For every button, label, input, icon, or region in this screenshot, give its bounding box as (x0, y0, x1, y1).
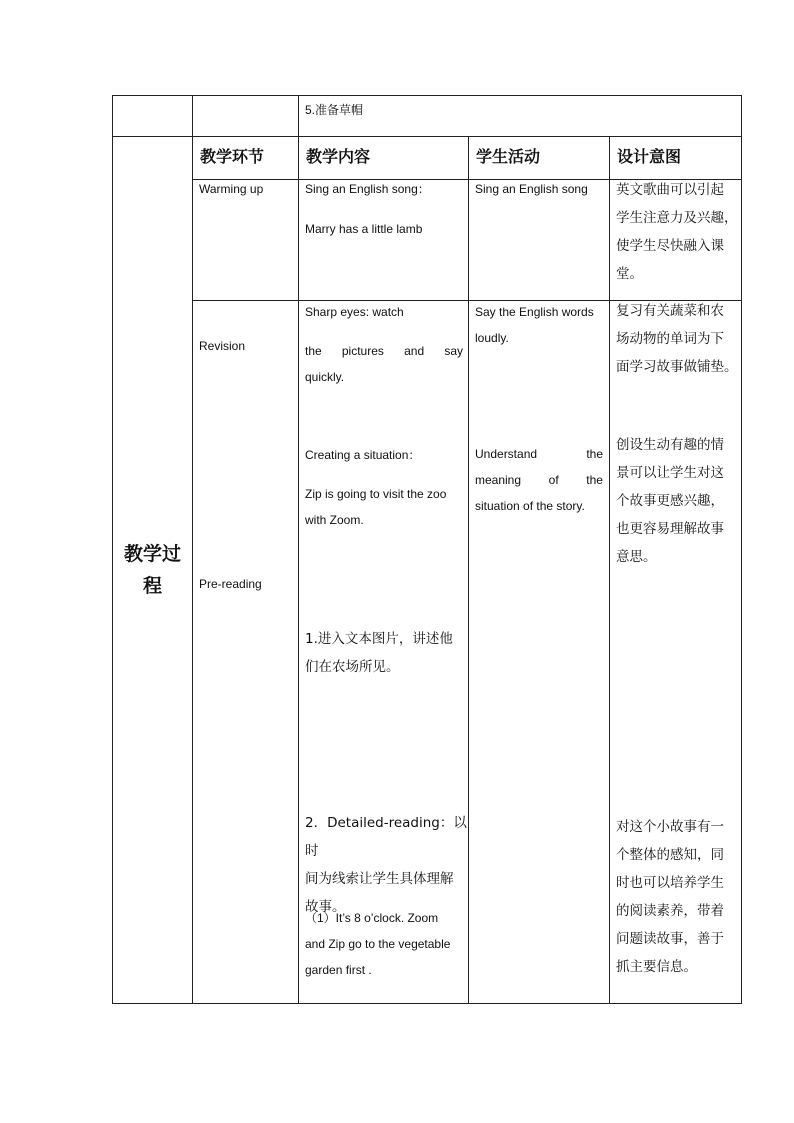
detailed-line: 故事。 (305, 899, 346, 915)
step1-line: 1.进入文本图片，讲述他 (305, 631, 453, 647)
step1-line: 们在农场所见。 (305, 659, 400, 675)
header-intent-text: 设计意图 (617, 147, 682, 166)
intent-line: 创设生动有趣的情 (616, 437, 724, 453)
revision-stage-cell (193, 301, 299, 1004)
header-stage-text: 教学环节 (200, 147, 265, 166)
intent-line: 场动物的单词为下 (616, 331, 724, 347)
word: Understand (475, 447, 538, 461)
section-label-line1: 教学过 (123, 543, 181, 565)
intent-line: 意思。 (616, 549, 657, 565)
materials-empty-cell (113, 96, 193, 137)
header-stage (193, 137, 299, 180)
understand-line2 (475, 467, 603, 493)
situation-intent-text (616, 431, 742, 571)
intent-line: 个故事更感兴趣， (616, 493, 724, 509)
word: and (404, 344, 425, 358)
warming-intent-line: 堂。 (616, 266, 643, 282)
whole-intent-text (616, 813, 742, 981)
intent-line: 面学习故事做铺垫。 (616, 359, 738, 375)
warming-intent-line: 英文歌曲可以引起 (616, 182, 724, 198)
word: the (586, 447, 603, 461)
revision-content-cell (299, 301, 469, 1004)
revision-intent-cell (610, 301, 742, 1004)
detailed-line: 2．Detailed-reading：以时 (305, 815, 467, 859)
understand-line1 (475, 441, 603, 467)
say-line1: Say the English words (475, 305, 594, 319)
sharp-eyes-text: Sharp eyes: watch (305, 305, 404, 319)
word: say (444, 344, 463, 358)
review-intent-text (616, 297, 742, 381)
revision-stage-text: Revision (199, 339, 246, 353)
sharp-eyes-line3: quickly. (305, 370, 345, 384)
materials-empty-cell-2 (193, 96, 299, 137)
clock-line3: garden first . (305, 963, 372, 977)
revision-row (113, 301, 742, 1004)
word: the (305, 344, 322, 358)
header-intent (610, 137, 742, 180)
section-label-line2: 程 (142, 575, 162, 597)
intent-line: 也更容易理解故事 (616, 521, 724, 537)
word: of (548, 473, 559, 487)
sharp-eyes-line2 (305, 338, 463, 364)
word: pictures (341, 344, 384, 358)
warming-activity-text: Sing an English song (475, 182, 588, 196)
word: the (586, 473, 603, 487)
warming-stage-text: Warming up (199, 182, 264, 196)
revision-activity-cell (469, 301, 610, 1004)
detailed-line: 间为线索让学生具体理解 (305, 871, 454, 887)
header-activity-text: 学生活动 (476, 147, 541, 166)
intent-line: 个整体的感知，同 (616, 847, 724, 863)
step1-text (305, 625, 467, 681)
intent-line: 问题读故事，善于 (616, 931, 724, 947)
materials-row (113, 96, 742, 137)
intent-line: 复习有关蔬菜和农 (616, 303, 724, 319)
situation-text: Creating a situation： (305, 448, 421, 462)
section-cell (113, 137, 193, 1004)
materials-text: 5.准备草帽 (305, 103, 364, 117)
zip-line2: with Zoom. (305, 513, 364, 527)
warming-intent-line: 使学生尽快融入课 (616, 238, 724, 254)
header-content (299, 137, 469, 180)
warming-intent-cell (610, 180, 742, 301)
warming-intent-text (610, 176, 741, 288)
intent-line: 景可以让学生对这 (616, 465, 724, 481)
warming-intent-line: 学生注意力及兴趣， (616, 210, 738, 226)
warming-content-line2: Marry has a little lamb (305, 222, 423, 236)
intent-line: 抓主要信息。 (616, 959, 697, 975)
zip-line1: Zip is going to visit the zoo (305, 487, 447, 501)
intent-line: 时也可以培养学生 (616, 875, 724, 891)
intent-line: 的阅读素养，带着 (616, 903, 724, 919)
warming-content-cell (299, 180, 469, 301)
say-line2: loudly. (475, 331, 509, 345)
prereading-stage-text: Pre-reading (199, 577, 262, 591)
warming-activity-cell (469, 180, 610, 301)
clock-line2: and Zip go to the vegetable (305, 937, 451, 951)
header-content-text: 教学内容 (306, 147, 371, 166)
understand-line3: situation of the story. (475, 499, 585, 513)
warming-content-line1: Sing an English song： (305, 182, 430, 196)
warming-row (113, 180, 742, 301)
header-activity (469, 137, 610, 180)
intent-line: 对这个小故事有一 (616, 819, 724, 835)
section-label (113, 538, 192, 602)
header-row (113, 137, 742, 180)
materials-cell (299, 96, 742, 137)
clock-line1: （1）It’s 8 o’clock. Zoom (305, 911, 439, 925)
warming-stage-cell (193, 180, 299, 301)
lesson-plan-table (112, 95, 742, 1004)
word: meaning (475, 473, 522, 487)
